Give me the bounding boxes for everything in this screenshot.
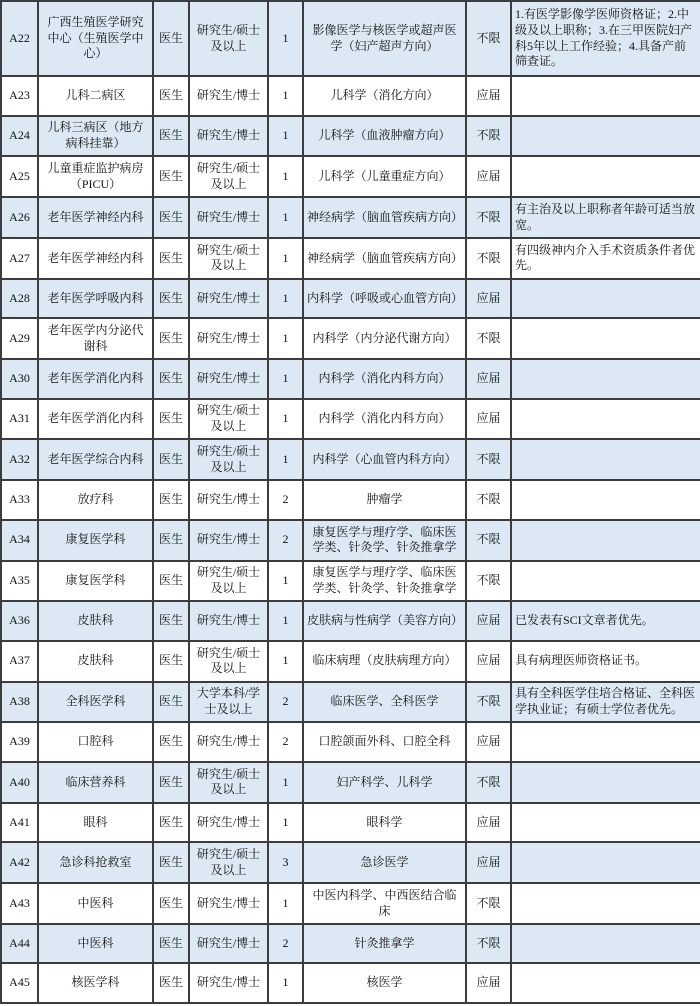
cell-position-code: A22 <box>1 1 38 76</box>
cell-note <box>511 842 700 883</box>
cell-role: 医生 <box>153 682 189 723</box>
table-row <box>1 156 700 197</box>
cell-role: 医生 <box>153 238 189 279</box>
cell-education: 研究生/博士 <box>189 197 268 238</box>
cell-education: 研究生/博士 <box>189 76 268 116</box>
cell-position-code: A24 <box>1 116 38 157</box>
cell-position-code: A32 <box>1 439 38 480</box>
cell-education: 研究生/硕士及以上 <box>189 156 268 197</box>
cell-grad-requirement: 不限 <box>466 682 511 723</box>
cell-note: 有主治及以上职称者年龄可适当放宽。 <box>511 197 700 238</box>
table-row <box>1 641 700 682</box>
table-row <box>1 279 700 319</box>
cell-position-code: A26 <box>1 197 38 238</box>
cell-position-code: A28 <box>1 279 38 319</box>
cell-position-code: A33 <box>1 480 38 520</box>
cell-position-code: A30 <box>1 359 38 399</box>
cell-position-code: A27 <box>1 238 38 279</box>
cell-major: 康复医学与理疗学、临床医学类、针灸学、针灸推拿学 <box>303 561 466 602</box>
cell-grad-requirement: 应届 <box>466 641 511 682</box>
cell-major: 内科学（心血管内科方向） <box>303 439 466 480</box>
cell-education: 研究生/硕士及以上 <box>189 842 268 883</box>
cell-note <box>511 279 700 319</box>
cell-position-code: A41 <box>1 803 38 843</box>
cell-major: 神经病学（脑血管疾病方向） <box>303 238 466 279</box>
cell-major: 儿科学（儿童重症方向） <box>303 156 466 197</box>
cell-department: 儿科三病区（地方病科挂靠） <box>38 116 153 157</box>
cell-headcount: 1 <box>268 197 303 238</box>
cell-headcount: 1 <box>268 803 303 843</box>
cell-note <box>511 76 700 116</box>
cell-department: 中医科 <box>38 883 153 924</box>
cell-major: 临床医学、全科医学 <box>303 682 466 723</box>
cell-role: 医生 <box>153 842 189 883</box>
cell-grad-requirement: 应届 <box>466 842 511 883</box>
cell-department: 老年医学内分泌代谢科 <box>38 318 153 359</box>
cell-position-code: A44 <box>1 924 38 964</box>
cell-headcount: 1 <box>268 156 303 197</box>
cell-note <box>511 883 700 924</box>
cell-grad-requirement: 不限 <box>466 318 511 359</box>
cell-headcount: 2 <box>268 924 303 964</box>
cell-headcount: 1 <box>268 399 303 440</box>
cell-education: 研究生/硕士及以上 <box>189 439 268 480</box>
cell-note <box>511 359 700 399</box>
table-row <box>1 963 700 1003</box>
cell-role: 医生 <box>153 601 189 641</box>
cell-major: 康复医学与理疗学、临床医学类、针灸学、针灸推拿学 <box>303 520 466 561</box>
cell-department: 临床营养科 <box>38 762 153 803</box>
table-row <box>1 803 700 843</box>
cell-note: 具有病理医师资格证书。 <box>511 641 700 682</box>
table-row <box>1 318 700 359</box>
cell-major: 内科学（消化内科方向） <box>303 359 466 399</box>
cell-department: 儿童重症监护病房（PICU） <box>38 156 153 197</box>
cell-grad-requirement: 不限 <box>466 480 511 520</box>
cell-position-code: A25 <box>1 156 38 197</box>
cell-department: 老年医学消化内科 <box>38 399 153 440</box>
cell-role: 医生 <box>153 279 189 319</box>
cell-major: 急诊医学 <box>303 842 466 883</box>
cell-role: 医生 <box>153 480 189 520</box>
cell-grad-requirement: 不限 <box>466 116 511 157</box>
cell-education: 研究生/硕士及以上 <box>189 561 268 602</box>
cell-note <box>511 520 700 561</box>
cell-note <box>511 762 700 803</box>
cell-role: 医生 <box>153 762 189 803</box>
cell-role: 医生 <box>153 156 189 197</box>
table-row <box>1 197 700 238</box>
cell-education: 研究生/硕士及以上 <box>189 238 268 279</box>
cell-role: 医生 <box>153 359 189 399</box>
cell-note <box>511 318 700 359</box>
cell-note <box>511 722 700 762</box>
cell-department: 中医科 <box>38 924 153 964</box>
cell-education: 研究生/博士 <box>189 318 268 359</box>
cell-department: 老年医学呼吸内科 <box>38 279 153 319</box>
cell-note <box>511 480 700 520</box>
table-row <box>1 762 700 803</box>
cell-education: 研究生/博士 <box>189 803 268 843</box>
cell-role: 医生 <box>153 803 189 843</box>
cell-role: 医生 <box>153 520 189 561</box>
cell-headcount: 1 <box>268 1 303 76</box>
cell-grad-requirement: 应届 <box>466 156 511 197</box>
cell-department: 老年医学神经内科 <box>38 197 153 238</box>
cell-headcount: 1 <box>268 318 303 359</box>
table-row <box>1 883 700 924</box>
cell-headcount: 1 <box>268 76 303 116</box>
cell-position-code: A29 <box>1 318 38 359</box>
cell-grad-requirement: 不限 <box>466 439 511 480</box>
cell-grad-requirement: 不限 <box>466 883 511 924</box>
cell-grad-requirement: 不限 <box>466 520 511 561</box>
cell-headcount: 1 <box>268 883 303 924</box>
cell-position-code: A35 <box>1 561 38 602</box>
cell-role: 医生 <box>153 722 189 762</box>
cell-note <box>511 561 700 602</box>
cell-role: 医生 <box>153 439 189 480</box>
cell-note <box>511 399 700 440</box>
cell-grad-requirement: 应届 <box>466 803 511 843</box>
cell-education: 研究生/硕士及以上 <box>189 399 268 440</box>
cell-major: 口腔颌面外科、口腔全科 <box>303 722 466 762</box>
cell-education: 研究生/博士 <box>189 116 268 157</box>
table-body <box>1 1 700 1003</box>
cell-major: 神经病学（脑血管疾病方向） <box>303 197 466 238</box>
cell-role: 医生 <box>153 641 189 682</box>
cell-headcount: 1 <box>268 439 303 480</box>
cell-headcount: 2 <box>268 480 303 520</box>
cell-department: 皮肤科 <box>38 641 153 682</box>
cell-department: 眼科 <box>38 803 153 843</box>
cell-note: 有四级神内介入手术资质条件者优先。 <box>511 238 700 279</box>
cell-role: 医生 <box>153 76 189 116</box>
cell-department: 核医学科 <box>38 963 153 1003</box>
cell-note: 已发表有SCI文章者优先。 <box>511 601 700 641</box>
cell-note: 1.有医学影像学医师资格证；2.中级及以上职称；3.在三甲医院妇产科5年以上工作经验；4.具备产前筛查证。 <box>511 1 700 76</box>
cell-education: 研究生/博士 <box>189 883 268 924</box>
cell-education: 研究生/硕士及以上 <box>189 762 268 803</box>
cell-grad-requirement: 应届 <box>466 601 511 641</box>
cell-headcount: 1 <box>268 641 303 682</box>
cell-position-code: A43 <box>1 883 38 924</box>
cell-role: 医生 <box>153 963 189 1003</box>
cell-role: 医生 <box>153 561 189 602</box>
cell-headcount: 2 <box>268 722 303 762</box>
cell-note <box>511 924 700 964</box>
cell-department: 急诊科抢救室 <box>38 842 153 883</box>
cell-grad-requirement: 应届 <box>466 359 511 399</box>
cell-education: 研究生/硕士及以上 <box>189 1 268 76</box>
cell-grad-requirement: 应届 <box>466 76 511 116</box>
cell-education: 研究生/博士 <box>189 480 268 520</box>
cell-department: 全科医学科 <box>38 682 153 723</box>
cell-headcount: 1 <box>268 762 303 803</box>
cell-position-code: A31 <box>1 399 38 440</box>
cell-major: 皮肤病与性病学（美容方向） <box>303 601 466 641</box>
cell-department: 老年医学综合内科 <box>38 439 153 480</box>
cell-education: 研究生/硕士及以上 <box>189 641 268 682</box>
cell-note: 具有全科医学住培合格证、全科医学执业证；有硕士学位者优先。 <box>511 682 700 723</box>
cell-role: 医生 <box>153 197 189 238</box>
cell-education: 研究生/博士 <box>189 520 268 561</box>
cell-department: 康复医学科 <box>38 561 153 602</box>
cell-grad-requirement: 应届 <box>466 963 511 1003</box>
cell-note <box>511 963 700 1003</box>
cell-position-code: A39 <box>1 722 38 762</box>
cell-major: 内科学（内分泌代谢方向） <box>303 318 466 359</box>
cell-department: 老年医学神经内科 <box>38 238 153 279</box>
cell-headcount: 1 <box>268 963 303 1003</box>
cell-headcount: 1 <box>268 238 303 279</box>
cell-department: 康复医学科 <box>38 520 153 561</box>
cell-headcount: 1 <box>268 359 303 399</box>
cell-role: 医生 <box>153 1 189 76</box>
cell-position-code: A37 <box>1 641 38 682</box>
cell-note <box>511 439 700 480</box>
cell-headcount: 1 <box>268 279 303 319</box>
cell-grad-requirement: 不限 <box>466 1 511 76</box>
table-row <box>1 842 700 883</box>
cell-grad-requirement: 不限 <box>466 924 511 964</box>
cell-grad-requirement: 应届 <box>466 399 511 440</box>
table-row <box>1 1 700 76</box>
cell-position-code: A23 <box>1 76 38 116</box>
cell-grad-requirement: 不限 <box>466 561 511 602</box>
table-row <box>1 561 700 602</box>
cell-education: 研究生/博士 <box>189 279 268 319</box>
cell-major: 儿科学（消化方向） <box>303 76 466 116</box>
cell-major: 中医内科学、中西医结合临床 <box>303 883 466 924</box>
cell-grad-requirement: 应届 <box>466 279 511 319</box>
cell-headcount: 1 <box>268 116 303 157</box>
cell-major: 内科学（呼吸或心血管方向） <box>303 279 466 319</box>
table-row <box>1 682 700 723</box>
cell-role: 医生 <box>153 883 189 924</box>
cell-department: 口腔科 <box>38 722 153 762</box>
table-row <box>1 359 700 399</box>
cell-role: 医生 <box>153 116 189 157</box>
cell-role: 医生 <box>153 318 189 359</box>
cell-department: 广西生殖医学研究中心（生殖医学中心） <box>38 1 153 76</box>
cell-major: 内科学（消化内科方向） <box>303 399 466 440</box>
cell-major: 妇产科学、儿科学 <box>303 762 466 803</box>
cell-position-code: A36 <box>1 601 38 641</box>
cell-major: 影像医学与核医学或超声医学（妇产超声方向） <box>303 1 466 76</box>
cell-education: 研究生/博士 <box>189 601 268 641</box>
table-row <box>1 601 700 641</box>
table-row <box>1 238 700 279</box>
cell-education: 研究生/博士 <box>189 924 268 964</box>
cell-headcount: 1 <box>268 601 303 641</box>
table-row <box>1 439 700 480</box>
table-row <box>1 480 700 520</box>
cell-education: 研究生/博士 <box>189 359 268 399</box>
cell-grad-requirement: 不限 <box>466 762 511 803</box>
table-row <box>1 924 700 964</box>
cell-grad-requirement: 应届 <box>466 722 511 762</box>
cell-role: 医生 <box>153 399 189 440</box>
cell-headcount: 1 <box>268 561 303 602</box>
cell-position-code: A45 <box>1 963 38 1003</box>
cell-role: 医生 <box>153 924 189 964</box>
cell-education: 研究生/博士 <box>189 963 268 1003</box>
table-row <box>1 116 700 157</box>
cell-grad-requirement: 不限 <box>466 197 511 238</box>
cell-major: 眼科学 <box>303 803 466 843</box>
table-row <box>1 520 700 561</box>
cell-note <box>511 116 700 157</box>
cell-department: 皮肤科 <box>38 601 153 641</box>
table-row <box>1 722 700 762</box>
cell-note <box>511 803 700 843</box>
cell-major: 核医学 <box>303 963 466 1003</box>
cell-headcount: 2 <box>268 520 303 561</box>
cell-department: 儿科二病区 <box>38 76 153 116</box>
cell-major: 肿瘤学 <box>303 480 466 520</box>
cell-headcount: 2 <box>268 682 303 723</box>
cell-major: 儿科学（血液肿瘤方向） <box>303 116 466 157</box>
cell-education: 大学本科/学士及以上 <box>189 682 268 723</box>
table-row <box>1 76 700 116</box>
cell-position-code: A40 <box>1 762 38 803</box>
cell-major: 临床病理（皮肤病理方向） <box>303 641 466 682</box>
cell-major: 针灸推拿学 <box>303 924 466 964</box>
cell-position-code: A42 <box>1 842 38 883</box>
table-row <box>1 399 700 440</box>
cell-department: 放疗科 <box>38 480 153 520</box>
cell-education: 研究生/博士 <box>189 722 268 762</box>
cell-note <box>511 156 700 197</box>
cell-department: 老年医学消化内科 <box>38 359 153 399</box>
cell-headcount: 3 <box>268 842 303 883</box>
cell-position-code: A34 <box>1 520 38 561</box>
cell-grad-requirement: 不限 <box>466 238 511 279</box>
cell-position-code: A38 <box>1 682 38 723</box>
